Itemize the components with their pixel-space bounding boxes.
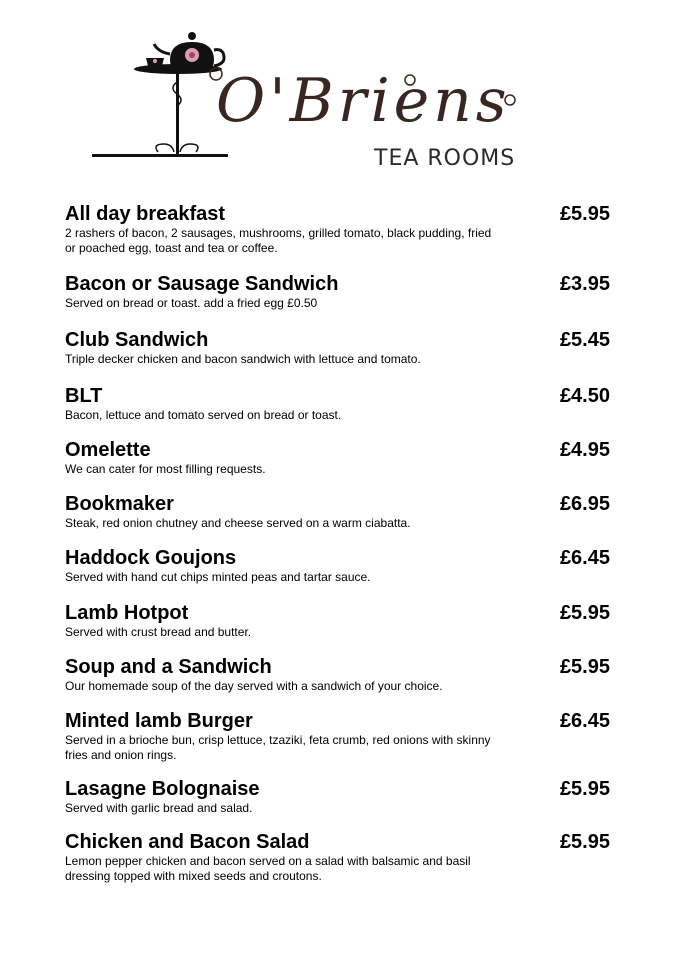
item-name: All day breakfast [65, 203, 226, 225]
item-description: 2 rashers of bacon, 2 sausages, mushrooms, grilled tomato, black pudding, fried or poached egg, toast and tea or coffee. [65, 226, 492, 255]
brand-subtitle: TEA ROOMS [374, 146, 516, 171]
item-price: £5.95 [559, 203, 610, 225]
item-name: Haddock Goujons [65, 547, 237, 569]
item-price: £3.95 [559, 273, 610, 295]
item-price: £5.45 [559, 329, 610, 351]
item-description: Served with hand cut chips minted peas and tartar sauce. [65, 570, 371, 584]
item-price: £6.45 [559, 547, 610, 569]
item-name: Lasagne Bolognaise [65, 778, 260, 800]
item-description: Served with crust bread and butter. [65, 625, 252, 639]
item-price: £4.95 [559, 439, 610, 461]
item-name: Lamb Hotpot [65, 602, 189, 624]
item-description: Served on bread or toast. add a fried egg £0.50 [65, 296, 318, 310]
logo [88, 22, 528, 182]
item-description: Bacon, lettuce and tomato served on bread or toast. [65, 408, 342, 422]
item-name: Soup and a Sandwich [65, 656, 272, 678]
item-price: £5.95 [559, 778, 610, 800]
brand-name: O'Briens [216, 66, 511, 136]
item-description: Triple decker chicken and bacon sandwich with lettuce and tomato. [65, 352, 421, 366]
item-description: Served with garlic bread and salad. [65, 801, 253, 815]
item-name: Bacon or Sausage Sandwich [65, 273, 339, 295]
item-price: £5.95 [559, 831, 610, 853]
item-name: Minted lamb Burger [65, 710, 253, 732]
item-description: Steak, red onion chutney and cheese served on a warm ciabatta. [65, 516, 411, 530]
item-description: Lemon pepper chicken and bacon served on a salad with balsamic and basil dressing topped with mixed seeds and croutons. [65, 854, 471, 883]
item-description: We can cater for most filling requests. [65, 462, 266, 476]
item-price: £5.95 [559, 656, 610, 678]
item-description: Our homemade soup of the day served with a sandwich of your choice. [65, 679, 443, 693]
item-name: Club Sandwich [65, 329, 209, 351]
item-name: Bookmaker [65, 493, 174, 515]
item-price: £5.95 [559, 602, 610, 624]
item-name: Omelette [65, 439, 151, 461]
item-name: BLT [65, 385, 103, 407]
item-price: £6.45 [559, 710, 610, 732]
item-name: Chicken and Bacon Salad [65, 831, 310, 853]
item-description: Served in a brioche bun, crisp lettuce, tzaziki, feta crumb, red onions with skinny fries and onion rings. [65, 733, 491, 762]
item-price: £6.95 [559, 493, 610, 515]
item-price: £4.50 [559, 385, 610, 407]
